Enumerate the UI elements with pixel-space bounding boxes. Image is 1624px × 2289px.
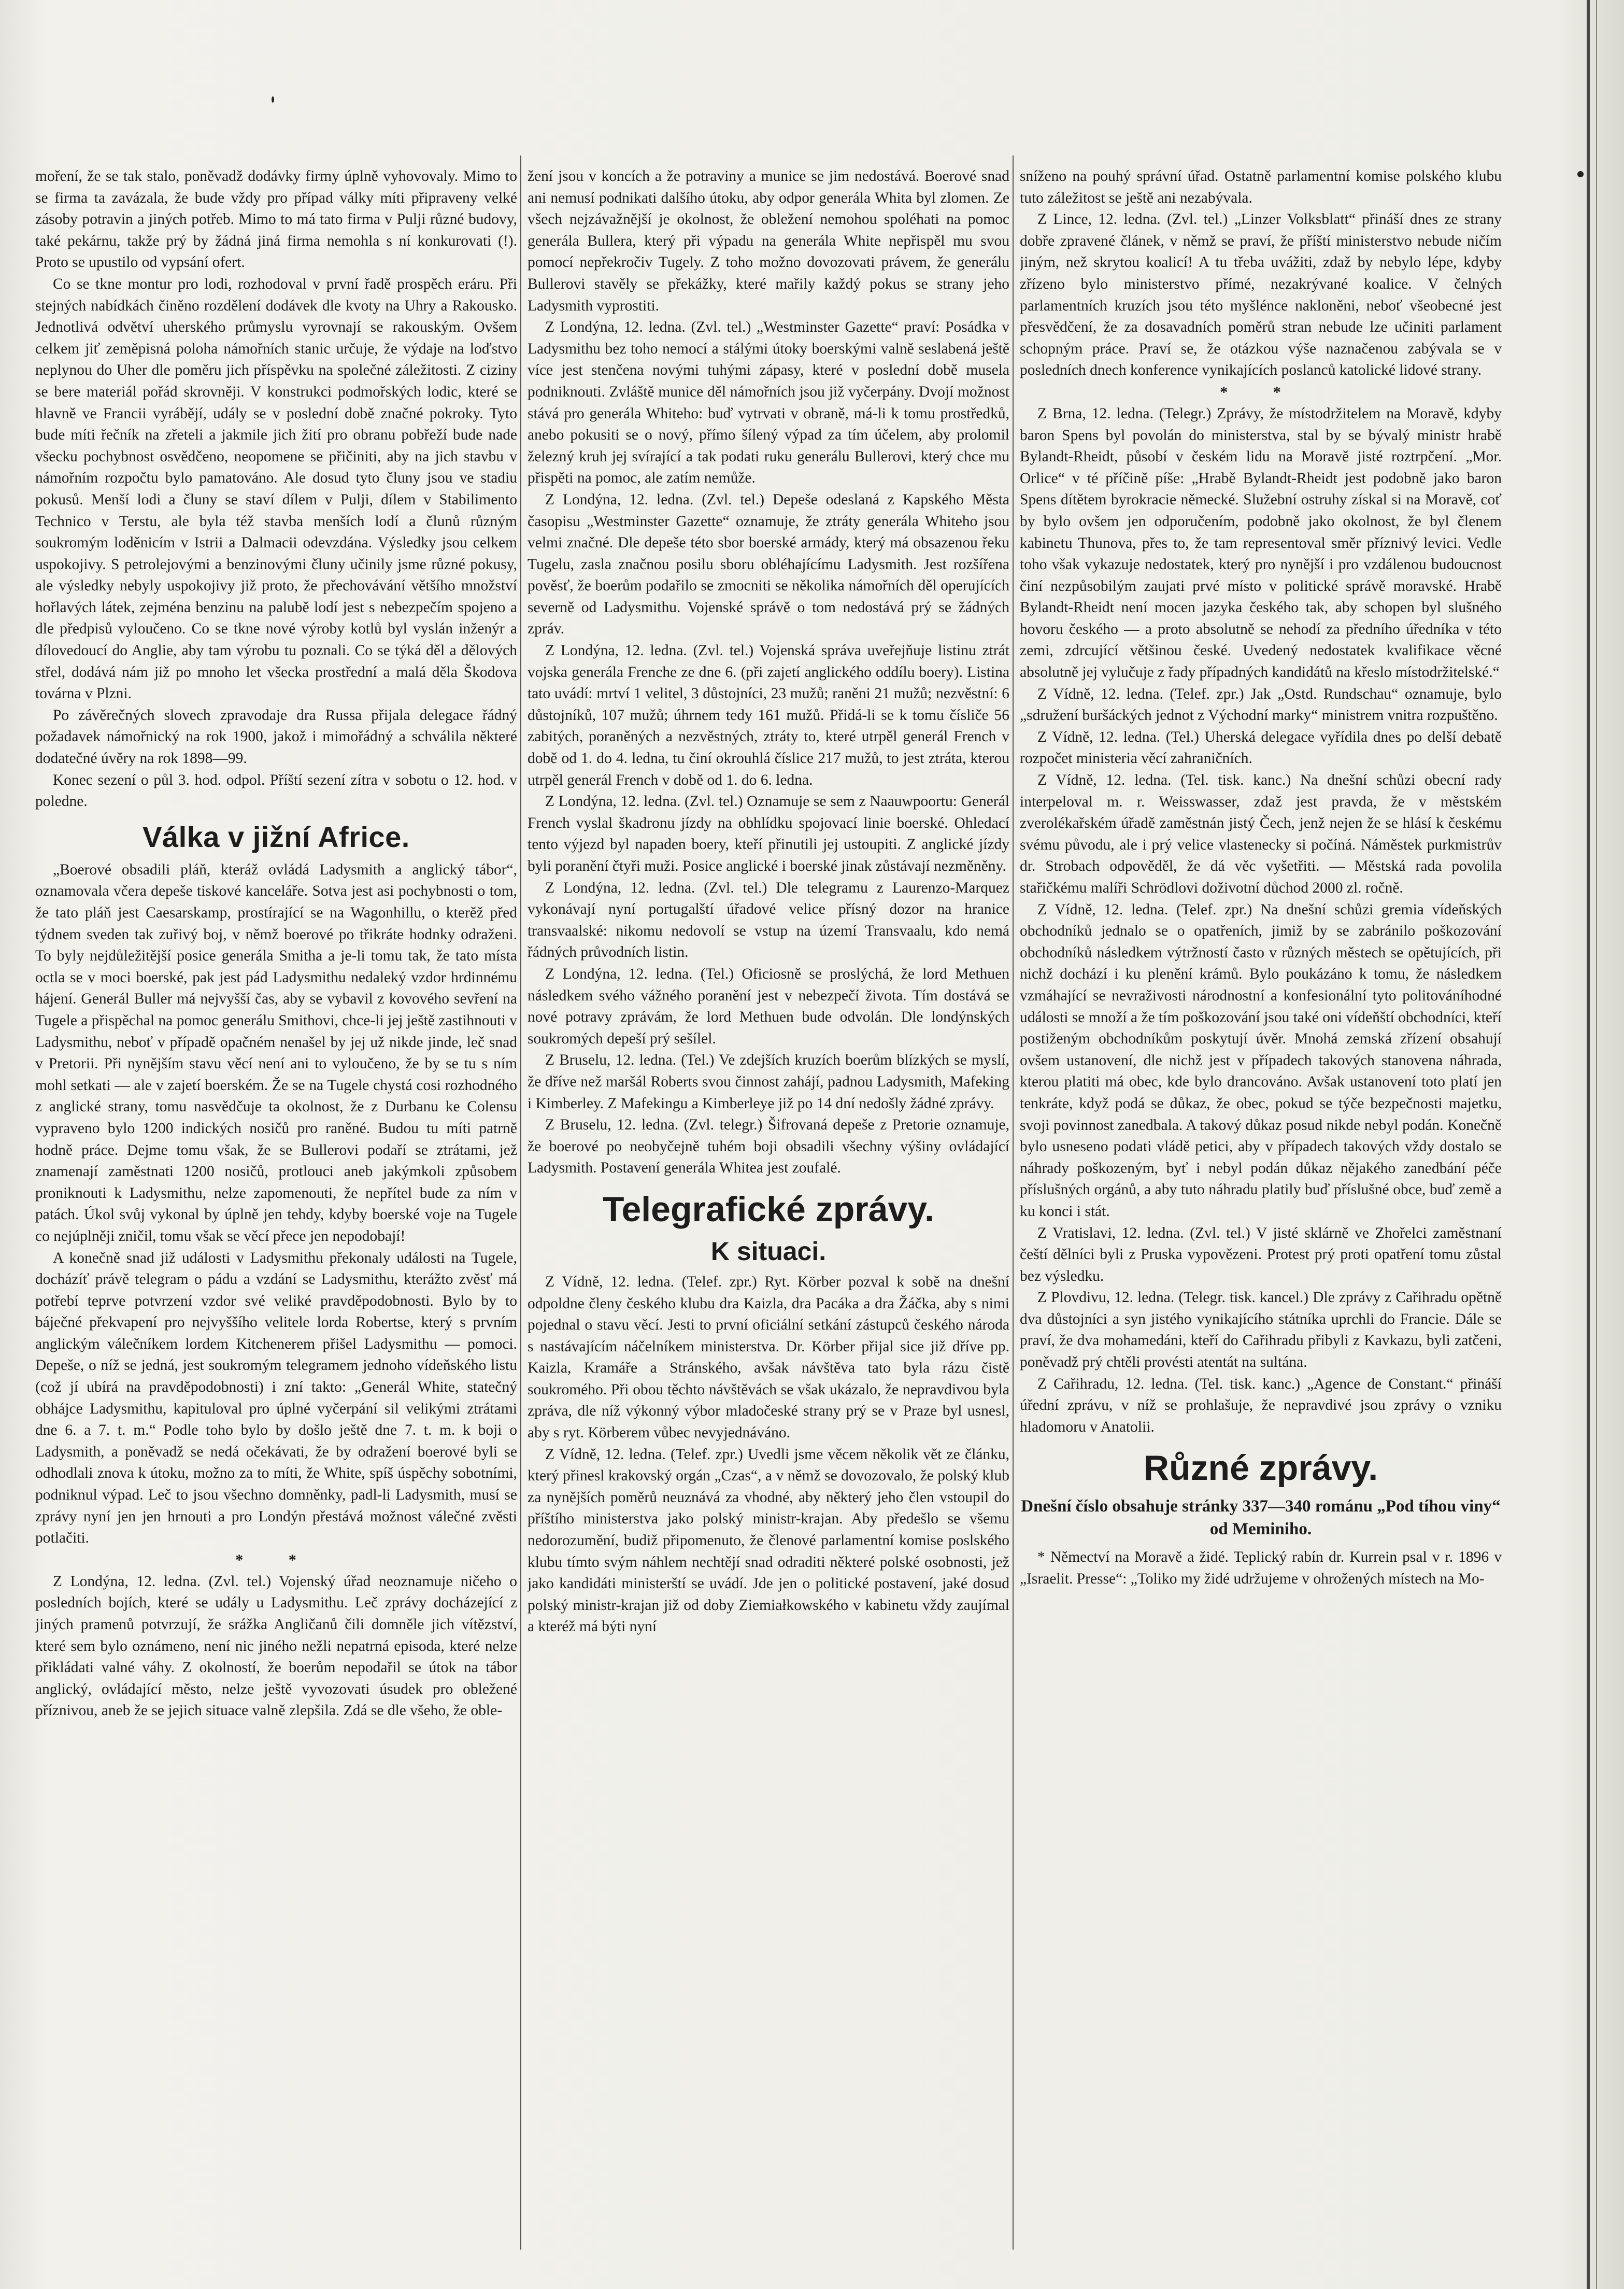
article-paragraph: Z Cařihradu, 12. ledna. (Tel. tisk. kanc.) „Agence de Constant.“ přináší úřední zprávu, v níž se prohlašuje, že nepravdivé jsou zprávy o vzniku hladomoru v Anatolii. [1020,1375,1502,1435]
article-paragraph: Z Vídně, 12. ledna. (Tel.) Uherská delegace vyřídila dnes po delší debatě rozpočet ministeria věcí zahraničních. [1020,728,1502,767]
article-paragraph: Z Londýna, 12. ledna. (Zvl. tel.) „Westminster Gazette“ praví: Posádka v Ladysmithu bez toho nemocí a stálými útoky boerskými valně seslabená ještě více jest stenčena novými tuhými zápasy, které v poslední době musela podniknouti. Zvláště munice děl námořních jsou již vyčerpány. Dvojí možnost stává pro generála Whiteho: buď vytrvati v obraně, má-li k tomu prostředků, anebo pokusiti se o nový, přímo šílený výpad za tím účelem, aby prolomil železný kruh jej svírající a tak podati ruku generálu Bullerovi, který chce mu přispěti na pomoc, ale zatím nemůže. [528,319,1009,487]
article-paragraph: Z Bruselu, 12. ledna. (Zvl. telegr.) Šifrovaná depeše z Pretorie oznamuje, že boerové po neobyčejně tuhém boji obsadili všechny výšiny ovládající Ladysmith. Postavení generála Whitea jest zoufalé. [528,1117,1009,1177]
section-subheading: K situaci. [710,1236,827,1266]
article-paragraph: Z Vídně, 12. ledna. (Telef. zpr.) Uvedli jsme věcem několik vět ze článku, který přinesl krakovský orgán „Czas“, a v němž se dovozovalo, že polský klub za nynějších poměrů neuznává za vhodné, aby některý jeho člen vstoupil do příštího ministerstva jako polský ministr-krajan. Aby předešlo se všemu nedorozumění, budiž připomenuto, že členové parlamentní komise poslského klubu tímto svým náhlem nechtějí snad odraditi některé polské osobnosti, jež jako kandidáti ministerští se uvádí. Jde jen o politické postavení, jaké dosud polský ministr-krajan již od doby Ziemiałkowského v kabinetu vždy zaujímal a kteréž má býti nyní [528,1446,1009,1635]
column-divider [1013,156,1014,2250]
scan-speck [1577,171,1584,177]
article-paragraph: Z Vídně, 12. ledna. (Telef. zpr.) Jak „Ostd. Rundschau“ oznamuje, bylo „sdružení buršáckých jednot z Východní marky“ ministrem vnitra rozpuštěno. [1020,685,1502,724]
article-paragraph: * Němectví na Moravě a židé. Teplický rabín dr. Kurrein psal v r. 1896 v „Israelit. Presse“: „Toliko my židé udržujeme v ohrožených místech na Mo- [1020,1549,1502,1588]
article-paragraph: moření, že se tak stalo, poněvadž dodávky firmy úplně vyhovovaly. Mimo to se firma ta zavázala, že bude vždy pro případ války míti připraveny velké zásoby potravin a jiných potřeb. Mimo to má tato firma v Pulji různé budovy, také pekárnu, takže prý by žádná jiná firma nemohla s ní konkurovati (!). Proto se upustilo od vypsání ofert. [35,168,517,271]
article-paragraph: Z Vídně, 12. ledna. (Telef. zpr.) Ryt. Körber pozval k sobě na dnešní odpoldne členy českého klubu dra Kaizla, dra Pacáka a dra Žáčka, aby s nimi pojednal o stavu věcí. Jesti to první oficiální setkání zástupců českého národa s nastávajícím náčelníkem ministerstva. Dr. Körber přijal sice již dříve pp. Kaizla, Kramáře a Stránského, avšak návštěva tato byla rázu čistě soukromého. Při obou těchto návštěvách se však ukázalo, že nepravdivou byla zpráva, dle níž výkonný výbor mladočeské strany prý se v Praze byl usnesl, aby s ryt. Körberem vůbec nevyjednáváno. [528,1273,1009,1442]
page-edge-rule [1587,0,1590,2289]
article-paragraph: Z Londýna, 12. ledna. (Zvl. tel.) Dle telegramu z Laurenzo-Marquez vykonávají nyní portugalští úřadové velice přísný dozor na hranice transvaalské: nikomu nedovolí se vstup na území Transvaalu, kdo nemá řádných průvodních listin. [528,879,1009,961]
article-paragraph: Po závěrečných slovech zpravodaje dra Russa přijala delegace řádný požadavek námořnický na rok 1900, jakož i mimořádný a schválila některé dodatečné úvěry na rok 1898—99. [35,707,517,767]
page-edge-rule-inner [1596,0,1597,2289]
article-paragraph: Z Londýna, 12. ledna. (Zvl. tel.) Vojenský úřad neoznamuje ničeho o posledních bojích, které se udály u Ladysmithu. Leč zprávy docházející z jiných pramenů potvrzují, že srážka Angličanů čili domněle jich vítězství, které sem bylo oznámeno, není nic jiného nežli nepatrná episoda, které nelze přikládati valné váhy. Z okolností, že boerům nepodařil se útok na tábor anglický, ovládající město, nelze ještě vyvozovati úsudek pro obležené příznivou, aneb že se jejich situace valně zlepšila. Zdá se dle všeho, že oble- [35,1573,517,1719]
article-paragraph: Z Londýna, 12. ledna. (Zvl. tel.) Vojenská správa uveřejňuje listinu ztrát vojska generála Frenche ze dne 6. (při zajetí anglického oddílu boery). Listina tato uvádí: mrtví 1 velitel, 3 důstojníci, 23 mužů; raněni 21 mužů; nezvěstní: 6 důstojníků, 107 mužů; úhrnem tedy 161 mužů. Přidá-li se k tomu čísliče 56 zabitých, poraněných a nezvěstných, ztráty to, které utrpěl generál French v době od 1. do 4. ledna, tu činí okrouhlá číslice 217 mužů, to jest ztráta, kterou utrpěl generál French v době od 1. do 6. ledna. [528,642,1009,788]
article-paragraph: Z Lince, 12. ledna. (Zvl. tel.) „Linzer Volksblatt“ přináší dnes ze strany dobře zpravené článek, v němž se praví, že příští ministerstvo nebude ničím jiným, než skrytou koalicí! A tu třeba uvážiti, zdaž by nebylo lépe, kdyby zřízeno bylo ministerstvo přímé, nezakrývané koalice. V čelných parlamentních kruzích jsou této myšlénce nakloněni, neboť všeobecné jest přesvědčení, že za dosavadních poměrů stran nebude lze učiniti parlament schopným práce. Praví se, že otázkou výše naznačenou zabývala se v posledních dnech konference vynikajících poslanců katolické lidové strany. [1020,211,1502,379]
section-heading: Válka v jižní Africe. [143,820,410,853]
article-paragraph: Z Vratislavi, 12. ledna. (Zvl. tel.) V jisté sklárně ve Zhořelci zaměstnaní čeští dělníci byli z Pruska vypovězeni. Protest prý proti opatření tomu zůstal bez výsledku. [1020,1224,1502,1284]
article-paragraph: Konec sezení o půl 3. hod. odpol. Příští sezení zítra v sobotu o 12. hod. v poledne. [35,771,517,810]
article-paragraph: Z Plovdivu, 12. ledna. (Telegr. tisk. kancel.) Dle zprávy z Cařihradu opětně dva důstojníci a syn jistého vynikajícího státníka uprchli do Francie. Dále se praví, že dva mohamedáni, kteří do Cařihradu přibyli z Kavkazu, byli zatčeni, poněvadž prý chtěli provésti atentát na sultána. [1020,1289,1502,1371]
article-paragraph: Z Bruselu, 12. ledna. (Tel.) Ve zdejších kruzích boerům blízkých se myslí, že dříve než maršál Roberts svou činnost zahájí, padnou Ladysmith, Mafeking i Kimberley. Z Mafekingu a Kimberleye již po 14 dní nedošly žádné zprávy. [528,1052,1009,1112]
section-separator: * * [235,1551,317,1569]
article-paragraph: Z Vídně, 12. ledna. (Tel. tisk. kanc.) Na dnešní schůzi obecní rady interpeloval m. r. Weisswasser, zdaž jest pravda, že v městském zverolékařském úřadě zaměstnán jistý Čech, jenž nejen že se hlásí k českému svému původu, ale i prý velice vlastenecky si počíná. Náměstek purkmistrův dr. Strobach odpověděl, že dá věc vyšetřiti. — Městská rada povolila stařičkému malíři Schrödlovi doživotní důchod 2000 zl. ročně. [1020,772,1502,896]
article-paragraph: Z Londýna, 12. ledna. (Tel.) Oficiosně se proslýchá, že lord Methuen následkem svého vážného poranění jest v nebezpečí života. Tím dostává se nové potravy zprávám, že lord Methuen bude odvolán. Dle londýnských soukromých depeší prý sešílel. [528,965,1009,1047]
section-separator: * * [1220,383,1302,401]
scan-speck [272,96,274,103]
article-paragraph: sníženo na pouhý správní úřad. Ostatně parlamentní komise polského klubu tuto záležitost se ještě ani nezabývala. [1020,168,1502,206]
column-divider [520,156,521,2250]
notice-line: Dnešní číslo obsahuje stránky 337—340 románu „Pod tíhou viny“ od Meminiho. [1021,1497,1501,1539]
section-heading: Telegrafické zprávy. [602,1189,935,1229]
article-paragraph: A konečně snad již události v Ladysmithu překonaly události na Tugele, docházíť právě telegram o pádu a vzdání se Ladysmithu, kterážto zvěsť má potřebí teprve potvrzení vzdor své veliké pravděpodobnosti. Bylo by to báječné překvapení pro nejvyššího velitele lorda Robertse, který s prvním anglickým válečníkem lordem Kitchenerem přišel Ladysmithu — pomoci. Depeše, o níž se jedná, jest soukromým telegramem jednoho vídeňského listu (což jí ubírá na pravděpodobnosti) i zní takto: „Generál White, statečný obhájce Ladysmithu, kapituloval pro úplné vyčerpání sil velikými ztrátami dne 6. a 7. t. m.“ Podle toho bylo by došlo ještě dne 7. t. m. k boji o Ladysmith, a poněvadž se nedá očekávati, že by odražení boerové byli se odhodlali znova k útoku, možno za to míti, že White, spíš úspěchy sobotními, podniknul výpad. Leč to jsou všechno domněnky, padl-li Ladysmith, musí se zprávy nyní jen jen hrnouti a pro Londýn přestává možnost válečné zvěsti potlačiti. [35,1249,517,1547]
article-paragraph: Z Londýna, 12. ledna. (Zvl. tel.) Depeše odeslaná z Kapského Města časopisu „Westminster Gazette“ oznamuje, že ztráty generála Whiteho jsou velmi značné. Dle depeše této sbor boerské armády, který má obsazenou řeku Tugelu, zasla značnou posilu sboru obléhajícímu Ladysmith. Jest rozšířena pověsť, že boerům podařilo se zmocniti se několika námořních děl operujících severně od Ladysmithu. Vojenské správě o tom nedostává prý se žádných zpráv. [528,491,1009,638]
column-right [1020,166,1502,2250]
article-paragraph: Z Vídně, 12. ledna. (Telef. zpr.) Na dnešní schůzi gremia vídeňských obchodníků jednalo se o opatřeních, jimiž by se zabránilo poškozování obchodníků následkem výtržností často v různých městech se opětujících, při nichž dochází i ku plenění krámů. Bylo poukázáno k tomu, že následkem vzmáhající se nevraživosti národnostní a konfesionální tyto politováníhodné události se množí a že tím poškozování jsou také oni vídeňští obchodníci, kteří postiženým obchodníkům poskytují úvěr. Mnohá zemská zřízení obsahují ovšem ustanovení, dle nichž jest v případech takových stanovena náhrada, kterou platiti má obec, kde bylo drancováno. Avšak ustanovení toto platí jen tenkráte, když podá se důkaz, že obec, pokud se týče bezpečnosti majetku, svoji povinnost zanedbala. A takový důkaz posud nikde nebyl podán. Konečně bylo usneseno podati vládě petici, aby v případech takových vždy dostalo se náhrady poškozeným, byť i nebyl podán důkaz nějakého zanedbání péče příslušných orgánů, a aby tuto náhradu platily buď příslušné obce, buď země a ku konci i stát. [1020,901,1502,1220]
column-left [35,166,517,2250]
article-paragraph: žení jsou v koncích a že potraviny a munice se jim nedostává. Boerové snad ani nemusí podnikati dalšího útoku, aby odpor generála Whita byl zlomen. Ze všech nejzávažnější je okolnost, že obležení nemohou spoléhati na pomoc generála Bullera, který při výpadu na generála White nepřispěl mu svou pomocí nepřekročiv Tugely. Z toho možno dovozovati právem, že generálu Bullerovi stavěly se překážky, které mařily každý pokus se strany jeho Ladysmith vyprostiti. [528,168,1009,314]
article-paragraph: Co se tkne montur pro lodi, rozhodoval v první řadě prospěch eráru. Při stejných nabídkách činěno rozdělení dodávek dle kvoty na Uhry a Rakousko. Jednotlivá odvětví uherského průmyslu vyrovnají se rakouským. Ovšem celkem jiť zeměpisná poloha námořních stanic určuje, že výdaje na loďstvo neplynou do Uher dle poměru jich příspěvku na společné záležitosti. Z ciziny se bere materiál pořád skrovněji. V konstrukci podmořských lodic, které se hlavně ve Francii vyrábějí, udály se v poslední době značné pokroky. Tyto bude míti řečník na zřeteli a jakmile jich žití pro obranu pobřeží bude nade všecku pochybnost osvědčeno, neopomene se přičiniti, aby na jich stavbu v námořním rozpočtu bylo pamatováno. Ale dosud tyto čluny jsou ve stadiu pokusů. Menší lodi a čluny se staví dílem v Pulji, dílem v Stabilimento Technico v Terstu, ale byla též stavba menších lodí a člunů různým soukromým loděnicím v Istrii a Dalmacii odevzdána. Výsledky jsou celkem uspokojivy. S petrolejovými a benzinovými čluny učinily jsme různé pokusy, ale výsledky nebyly uspokojivy již proto, že přechovávání většího množství hořlavých látek, zejména benzinu na palubě lodí jest s nebezpečím spojeno a dle předpisů vyloučeno. Co se tkne nové výroby kotlů byl vyslán inženýr a dílovedoucí do Anglie, aby tam výrobu tu poznali. Co se týká děl a dělových střel, dodává nám již po mnoho let všecka prostřední a malá děla Škodova továrna v Plzni. [35,275,517,702]
column-middle [528,166,1009,2250]
article-paragraph: Z Londýna, 12. ledna. (Zvl. tel.) Oznamuje se sem z Naauwpoortu: Generál French vyslal škadronu jízdy na obhlídku spojovací linie boerské. Ohledací tento výjezd byl napaden boery, kteří přinutili jej ustoupiti. Z anglické jízdy byli poranění čtyři muži. Posice anglické i boerské jinak zůstávají nezměněny. [528,793,1009,874]
article-paragraph: „Boerové obsadili pláň, kteráž ovládá Ladysmith a anglický tábor“, oznamovala včera depeše tiskové kanceláře. Sotva jest asi pochybnosti o tom, že tato pláň jest Caesarskamp, prostírající se na Wagonhillu, o kterěž před týdnem sveden tak zuřivý boj, v němž boerové po třikráte hodnky odraženi. To byly nejdůležitější posice generála Smitha a je-li tomu tak, že tato místa octla se v moci boerské, pak jest pád Ladysmithu nedaleký vzdor hrdinnému hájení. Generál Buller má nejvyšší čas, aby se vybavil z kovového sevření na Tugele a přispěchal na pomoc generálu Smithovi, chce-li jej ještě zastihnouti v Ladysmithu, neboť v případě opačném nenašel by jej už nikde jinde, leč snad v Pretorii. Při nynějším stavu věcí není ani to vyloučeno, že by se tu s ním mohl setkati — ale v zajetí boerském. Že se na Tugele chystá cosi rozhodného z anglické strany, tomu nasvědčuje ta okolnost, že z Durbanu ke Colensu vypraveno bylo 1200 indických nosičů pro raněné. Budou tu míti patrně hodně práce. Dejme tomu však, že se Bullerovi podaří se ztrátami, jež znamenají zaměstnati 1200 nosičů, protlouci aneb jakýmkoli způsobem proniknouti k Ladysmithu, nelze zapomenouti, že nepřítel bude za ním v patách. Úkol svůj vykonal by úplně jen tehdy, kdyby boerské voje na Tugele co nejúplněji zničil, tomu však se věcí přece jen nepodobají! [35,861,517,1245]
article-paragraph: Z Brna, 12. ledna. (Telegr.) Zprávy, že místodržitelem na Moravě, kdyby baron Spens byl povolán do ministerstva, stal by se bývalý ministr hrabě Bylandt-Rheidt, působí v českém lidu na Moravě jisté roztrpčení. „Mor. Orlice“ v té příčině píše: „Hrabě Bylandt-Rheidt jest podobně jako baron Spens dítětem byrokracie německé. Služební ostruhy získal si na Moravě, coť by bylo ovšem jen odporučením, podobně jako okolnost, že byl členem kabinetu Thunova, přes to, že tam representoval směr příznivý levici. Vedle toho však vykazuje nedostatek, který pro nynější i pro vzdálenou budoucnost činí nezpůsobilým zaujati prvé místo v politické správě moravské. Hrabě Bylandt-Rheidt není mocen jazyka českého tak, aby schopen byl slušného hovoru českého — a proto absolutně se nehodí za předního úředníka v této zemi, zdrcující většinou české. Uvedený nedostatek kvalifikace věcné absolutně jej vylučuje z řady případných kandidátů na křeslo místodržitelské.“ [1020,405,1502,681]
section-heading: Různé zprávy. [1143,1448,1378,1488]
